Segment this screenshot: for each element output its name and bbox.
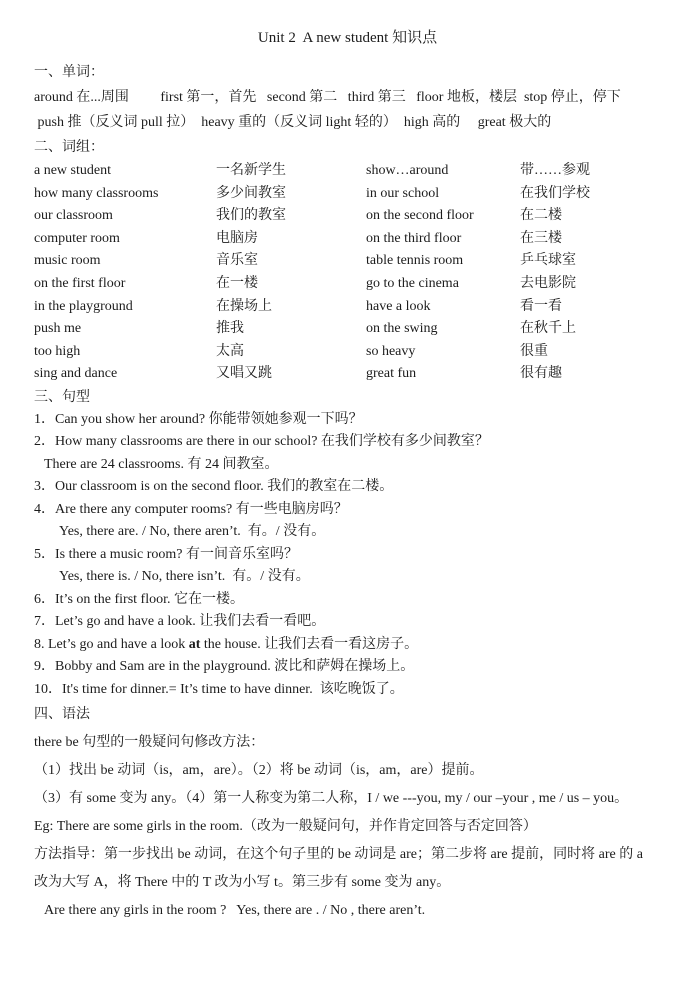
section-words — [34, 60, 661, 135]
phrase-en: a new student — [34, 163, 111, 178]
phrase-row — [34, 296, 661, 319]
sentence-line: 5．Is there a music room? 有一间音乐室吗？ — [34, 546, 299, 562]
grammar-line: 改为大写 A，将 There 中的 T 改为小写 t。第三步有 some 变为 any。 — [34, 875, 451, 891]
sentence-line: 4．Are there any computer rooms? 有一些电脑房吗？ — [34, 501, 348, 517]
phrase-cn: 太高 — [216, 343, 244, 359]
phrase-table — [34, 160, 661, 386]
phrase-en: show…around — [366, 163, 449, 178]
sentence-segment: 8. Let’s go and have a look — [34, 636, 189, 652]
phrase-cn: 乒乓球室 — [520, 253, 576, 269]
phrase-en: go to the cinema — [366, 275, 459, 291]
sentence-line: 1．Can you show her around? 你能带领她参观一下吗？ — [34, 411, 363, 427]
phrase-en: on the first floor — [34, 275, 126, 291]
phrase-row — [34, 205, 661, 228]
sentence-line: 7．Let’s go and have a look. 让我们去看一看吧。 — [34, 614, 326, 630]
phrase-cn: 去电影院 — [520, 275, 576, 291]
phrase-en: music room — [34, 253, 101, 269]
phrase-row — [34, 318, 661, 341]
phrase-cn: 在三楼 — [520, 230, 562, 246]
phrase-row — [34, 228, 661, 251]
sentence-segment: the house. 让我们去看一看这房子。 — [200, 636, 419, 652]
section-grammar — [34, 701, 661, 925]
grammar-line: （3）有 some 变为 any。（4）第一人称变为第二人称，I / we ---you, my / our –your , me / us – you。 — [34, 791, 629, 807]
grammar-example-line: Are there any girls in the room ? Yes, there are . / No , there aren’t. — [44, 903, 426, 919]
sentence-line: 9．Bobby and Sam are in the playground. 波比和萨姆在操场上。 — [34, 659, 415, 675]
phrase-row — [34, 341, 661, 364]
sentence-answer-line: There are 24 classrooms. 有 24 间教室。 — [44, 456, 279, 472]
page-title: Unit 2 A new student 知识点 — [257, 30, 438, 46]
phrase-row — [34, 183, 661, 206]
sentence-line: 3．Our classroom is on the second floor. 我们的教室在二楼。 — [34, 479, 394, 495]
phrase-cn: 音乐室 — [216, 253, 258, 269]
sentence-line: 10．It's time for dinner.= It’s time to have dinner. 该吃晚饭了。 — [34, 681, 404, 697]
sentence-answer-line: Yes, there is. / No, there isn’t. 有。/ 没有。 — [59, 569, 310, 585]
phrase-row — [34, 160, 661, 183]
words-line: push 推（反义词 pull 拉） heavy 重的（反义词 light 轻的） high 高的 great 极大的 — [34, 115, 552, 130]
phrase-row — [34, 363, 661, 386]
phrase-cn: 又唱又跳 — [216, 366, 272, 382]
phrase-en: how many classrooms — [34, 185, 159, 201]
phrase-en: have a look — [366, 298, 431, 314]
phrase-en: push me — [34, 321, 82, 337]
section-sentences — [34, 386, 661, 702]
phrase-en: our classroom — [34, 208, 113, 224]
sentences-heading: 三、句型 — [34, 389, 90, 405]
grammar-heading: 四、语法 — [34, 707, 90, 723]
phrase-cn: 在秋千上 — [520, 321, 576, 337]
phrase-en: great fun — [366, 366, 417, 382]
phrase-cn: 电脑房 — [216, 230, 258, 246]
grammar-line: （1）找出 be 动词（is，am，are）。（2）将 be 动词（is，am，are）提前。 — [34, 763, 484, 779]
phrase-en: on the second floor — [366, 208, 474, 224]
phrase-cn: 看一看 — [520, 298, 562, 314]
grammar-line: there be 句型的一般疑问句修改方法： — [34, 735, 265, 751]
phrase-cn: 在我们学校 — [520, 185, 590, 201]
words-line: around 在...周围 first 第一，首先 second 第二 third 第三 floor 地板，楼层 stop 停止，停下 — [34, 90, 621, 105]
phrase-cn: 很有趣 — [520, 366, 562, 382]
grammar-line: 方法指导：第一步找出 be 动词，在这个句子里的 be 动词是 are；第二步将 are 提前，同时将 are 的 a — [34, 847, 643, 863]
phrase-cn: 很重 — [520, 343, 548, 359]
sentence-bold-word: at — [188, 636, 201, 652]
phrase-en: too high — [34, 343, 81, 359]
phrase-cn: 在一楼 — [216, 275, 258, 291]
phrases-heading: 二、词组： — [34, 140, 104, 155]
phrase-cn: 在操场上 — [216, 298, 272, 314]
phrase-row — [34, 250, 661, 273]
section-phrases — [34, 135, 661, 386]
phrase-cn: 推我 — [216, 321, 244, 337]
grammar-line: Eg: There are some girls in the room.（改为一般疑问句，并作肯定回答与否定回答） — [34, 819, 537, 835]
phrase-en: on the third floor — [366, 230, 462, 246]
phrase-cn: 我们的教室 — [216, 208, 286, 224]
sentence-line: 6．It’s on the first floor. 它在一楼。 — [34, 591, 244, 607]
phrase-en: table tennis room — [366, 253, 464, 269]
sentence-line — [34, 634, 661, 657]
phrase-en: in our school — [366, 185, 440, 201]
sentence-line: 2．How many classrooms are there in our school? 在我们学校有多少间教室？ — [34, 434, 489, 450]
phrase-row — [34, 273, 661, 296]
phrase-cn: 一名新学生 — [216, 163, 286, 178]
phrase-en: computer room — [34, 230, 120, 246]
phrase-cn: 在二楼 — [520, 208, 562, 224]
phrase-cn: 多少间教室 — [216, 185, 286, 201]
phrase-en: in the playground — [34, 298, 133, 314]
words-heading: 一、单词： — [34, 65, 104, 80]
phrase-en: so heavy — [366, 343, 416, 359]
phrase-cn: 带……参观 — [520, 163, 590, 178]
sentence-answer-line: Yes, there are. / No, there aren’t. 有。/ 没有。 — [59, 524, 326, 540]
phrase-en: sing and dance — [34, 366, 118, 382]
phrase-en: on the swing — [366, 321, 438, 337]
